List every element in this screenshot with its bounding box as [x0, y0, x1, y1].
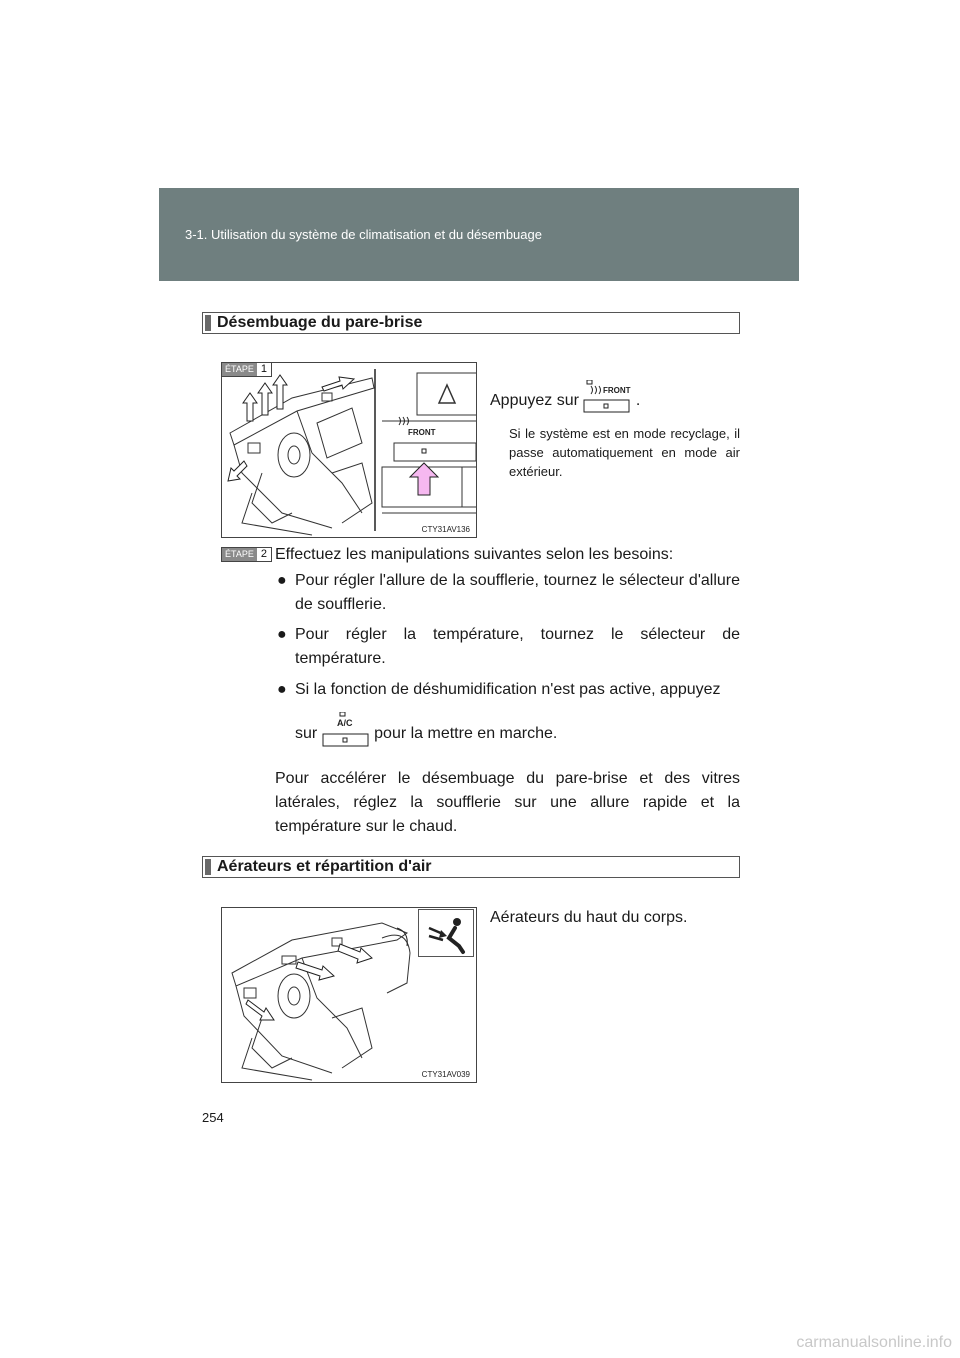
- watermark: carmanualsonline.info: [796, 1334, 952, 1351]
- step-label: ÉTAPE: [222, 363, 257, 376]
- front-defrost-button-icon: [583, 380, 631, 422]
- section-title-text: Désembuage du pare-brise: [217, 314, 423, 331]
- front-button-label: FRONT: [603, 386, 631, 395]
- bullet-text: Si la fonction de déshumidification n'est pas active, appuyez: [295, 681, 721, 698]
- step-number: 2: [260, 548, 267, 560]
- title-marker: [205, 315, 211, 331]
- figure-code: CTY31AV136: [421, 525, 470, 534]
- chapter-title: 3-1. Utilisation du système de climatisation et du désembuage: [185, 227, 542, 242]
- title-marker: [205, 859, 211, 875]
- upper-body-mode-icon: [418, 909, 474, 957]
- bullet-icon: ●: [277, 681, 287, 698]
- ac-button-icon: [322, 712, 370, 756]
- bullet-icon: ●: [277, 626, 287, 643]
- figure-code: CTY31AV039: [421, 1070, 470, 1079]
- section-title-defrost: [202, 312, 740, 334]
- step-label: ÉTAPE: [222, 548, 257, 561]
- list-item: [275, 569, 740, 617]
- chapter-header: [159, 188, 799, 281]
- svg-text:FRONT: FRONT: [408, 428, 436, 437]
- ac-button-label: A/C: [336, 718, 353, 728]
- section-title-vents: [202, 856, 740, 878]
- press-suffix: .: [635, 392, 641, 410]
- step-1-badge: [221, 362, 272, 377]
- section-title-text: Aérateurs et répartition d'air: [217, 858, 432, 875]
- bullet-text: Pour régler l'allure de la soufflerie, tournez le sélecteur d'allure de soufflerie.: [295, 572, 740, 613]
- list-item: [275, 623, 740, 671]
- dashboard-defrost-figure: [221, 362, 477, 538]
- defrost-tip-paragraph: Pour accélérer le désembuage du pare-brise et des vitres latérales, réglez la soufflerie sur une allure rapide et la température sur le chaud.: [275, 770, 740, 835]
- ac-suffix: pour la mettre en marche.: [374, 725, 558, 743]
- bullet-text: Pour régler la température, tournez le sélecteur de température.: [295, 626, 740, 667]
- list-item: [275, 678, 740, 702]
- dashboard-illustration: [222, 363, 477, 538]
- upper-body-caption: Aérateurs du haut du corps.: [490, 909, 688, 926]
- ac-instruction: [295, 712, 745, 756]
- page-number: 254: [202, 1110, 224, 1125]
- step-2-intro: Effectuez les manipulations suivantes selon les besoins:: [275, 546, 674, 563]
- press-prefix: Appuyez sur: [490, 392, 579, 410]
- step-2-badge: [221, 547, 272, 562]
- recycle-note: Si le système est en mode recyclage, il passe automatiquement en mode air extérieur.: [509, 426, 740, 479]
- step-1-instruction: [490, 380, 740, 422]
- ac-prefix: sur: [295, 725, 318, 743]
- bullet-icon: ●: [277, 572, 287, 589]
- step-number: 1: [260, 363, 267, 375]
